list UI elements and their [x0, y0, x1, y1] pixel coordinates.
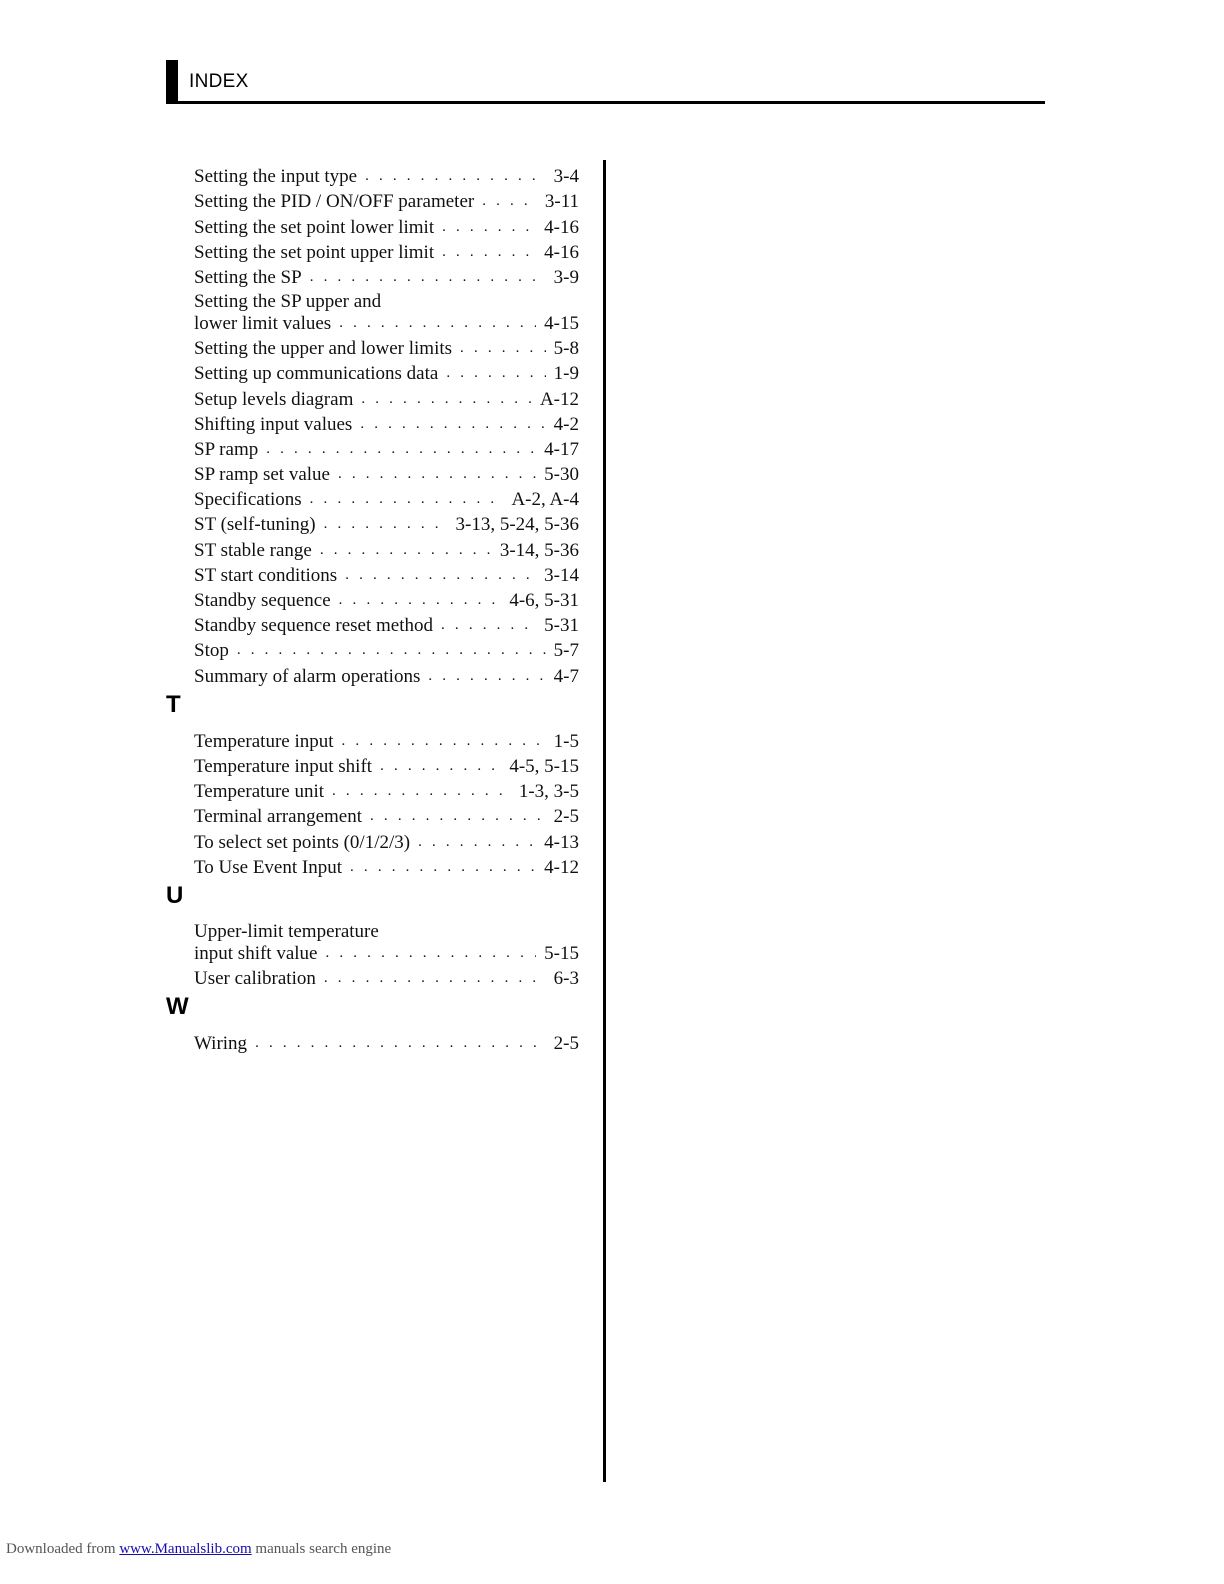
- download-footer: [6, 1541, 391, 1558]
- entry-page-ref: 3-11: [544, 191, 579, 213]
- entry-row: [194, 388, 579, 412]
- dot-leader: [324, 514, 448, 537]
- entry-row: [194, 488, 579, 512]
- entry-page-ref: 4-16: [544, 241, 579, 263]
- index-entry: [194, 1031, 579, 1056]
- entry-term: input shift value: [194, 942, 318, 964]
- index-entry: [194, 638, 579, 663]
- entry-row: [194, 463, 579, 487]
- entry-page-ref: A-12: [539, 388, 579, 410]
- index-entry: [194, 855, 579, 880]
- dot-leader: [418, 832, 536, 855]
- index-entry: [194, 437, 579, 462]
- index-entry: [194, 663, 579, 688]
- entry-page-ref: 3-14, 5-36: [499, 539, 579, 561]
- dot-leader: [460, 338, 546, 361]
- entry-row: [194, 312, 579, 336]
- entry-term: Terminal arrangement: [194, 806, 363, 828]
- dot-leader: [350, 857, 536, 880]
- dot-leader: [320, 540, 492, 563]
- column-divider: [603, 160, 606, 1482]
- manualslib-link[interactable]: www.Manualslib.com: [119, 1541, 252, 1557]
- dot-leader: [345, 565, 536, 588]
- entry-page-ref: 4-2: [553, 413, 579, 435]
- entry-page-ref: 4-16: [544, 216, 579, 238]
- entry-term: ST start conditions: [194, 564, 338, 586]
- entry-row: [194, 266, 579, 290]
- index-entry: [194, 729, 579, 754]
- entry-term: Wiring: [194, 1033, 248, 1055]
- entry-page-ref: 4-15: [544, 312, 579, 334]
- entry-row: [194, 564, 579, 588]
- entry-page-ref: 4-13: [544, 831, 579, 853]
- entry-term: Setting the PID / ON/OFF parameter: [194, 191, 475, 213]
- dot-leader: [441, 615, 536, 638]
- dot-leader: [310, 267, 546, 290]
- index-entry: [194, 829, 579, 854]
- entry-term: Setting the input type: [194, 166, 358, 188]
- entry-row: [194, 856, 579, 880]
- entry-term: Summary of alarm operations: [194, 665, 421, 687]
- dot-leader: [332, 781, 511, 804]
- entry-term: To select set points (0/1/2/3): [194, 831, 411, 853]
- entry-term: Specifications: [194, 489, 302, 511]
- index-entry: [194, 588, 579, 613]
- entry-term: Standby sequence: [194, 590, 331, 611]
- entry-term: Setting the upper and lower limits: [194, 338, 453, 360]
- entry-page-ref: 3-4: [553, 166, 579, 188]
- dot-leader: [342, 731, 546, 754]
- entry-term: Shifting input values: [194, 413, 353, 435]
- entry-term-first-line: Upper-limit temperature: [194, 920, 379, 942]
- index-entry: [194, 487, 579, 512]
- entry-page-ref: 4-5, 5-15: [509, 755, 579, 777]
- entry-row: [194, 967, 579, 991]
- entry-row: [194, 614, 579, 638]
- entry-row: [194, 190, 579, 214]
- dot-leader: [428, 666, 545, 689]
- entry-term: User calibration: [194, 967, 316, 989]
- entry-page-ref: 4-17: [544, 438, 579, 460]
- dot-leader: [339, 590, 502, 613]
- entry-page-ref: 3-13, 5-24, 5-36: [455, 514, 579, 536]
- entry-term: ST stable range: [194, 539, 312, 561]
- index-entry: [194, 164, 579, 189]
- entry-page-ref: 4-7: [553, 665, 579, 687]
- entry-term: Standby sequence reset method: [194, 615, 434, 637]
- entry-term: To Use Event Input: [194, 856, 343, 878]
- entry-row: [194, 165, 579, 189]
- index-entry: [194, 189, 579, 214]
- entry-page-ref: 1-9: [553, 363, 579, 385]
- entry-page-ref: 4-12: [544, 856, 579, 878]
- footer-suffix: manuals search engine: [251, 1541, 392, 1557]
- entry-row: [194, 730, 579, 754]
- dot-leader: [442, 242, 536, 265]
- dot-leader: [365, 166, 546, 189]
- index-entry: [194, 290, 579, 336]
- index-entry: [194, 265, 579, 290]
- index-entry: [194, 563, 579, 588]
- entry-row: [194, 216, 579, 240]
- entry-page-ref: 3-9: [553, 266, 579, 288]
- entry-row: [194, 665, 579, 689]
- entry-page-ref: 5-7: [553, 640, 579, 662]
- entry-row: [194, 831, 579, 855]
- dot-leader: [482, 191, 537, 214]
- page-title: INDEX: [189, 71, 249, 92]
- dot-leader: [266, 439, 536, 462]
- dot-leader: [310, 489, 504, 512]
- section-letter-t: T: [166, 690, 181, 718]
- index-entry: [194, 336, 579, 361]
- entry-page-ref: 5-15: [544, 942, 579, 964]
- entry-term: Stop: [194, 640, 229, 662]
- entry-term: lower limit values: [194, 312, 332, 334]
- index-list: [166, 164, 580, 1056]
- index-entry: [194, 966, 579, 991]
- entry-term: Setting up communications data: [194, 363, 439, 385]
- entry-row: [194, 438, 579, 462]
- entry-page-ref: 2-5: [553, 806, 579, 828]
- entry-page-ref: 6-3: [553, 967, 579, 989]
- header-marker-bar: [166, 60, 178, 104]
- entry-row: [194, 589, 579, 613]
- dot-leader: [446, 363, 545, 386]
- entry-page-ref: 5-31: [544, 615, 579, 637]
- entry-term: ST (self-tuning): [194, 514, 316, 536]
- dot-leader: [324, 968, 546, 991]
- dot-leader: [325, 943, 536, 966]
- entry-term: Temperature input: [194, 730, 334, 752]
- entry-term: Setup levels diagram: [194, 388, 354, 410]
- entry-row: [194, 780, 579, 804]
- entry-row: [194, 755, 579, 779]
- entry-term: SP ramp: [194, 438, 259, 460]
- entry-page-ref: A-2, A-4: [511, 489, 579, 511]
- index-entry: [194, 214, 579, 239]
- entry-row: [194, 513, 579, 537]
- entry-page-ref: 4-6, 5-31: [509, 590, 579, 611]
- entry-row: [194, 362, 579, 386]
- entry-row: [194, 639, 579, 663]
- index-entry: [194, 920, 579, 966]
- entry-row: [194, 1032, 579, 1056]
- entry-term: Setting the set point lower limit: [194, 216, 435, 238]
- index-entry: [194, 779, 579, 804]
- index-entry: [194, 512, 579, 537]
- entry-page-ref: 1-3, 3-5: [518, 781, 579, 803]
- entry-page-ref: 2-5: [553, 1033, 579, 1055]
- entry-term-first-line: Setting the SP upper and: [194, 290, 382, 312]
- dot-leader: [370, 806, 546, 829]
- index-entry: [194, 240, 579, 265]
- entry-row: [194, 337, 579, 361]
- section-letter-w: W: [166, 992, 189, 1020]
- index-entry: [194, 804, 579, 829]
- index-entry: [194, 412, 579, 437]
- entry-row: [194, 805, 579, 829]
- entry-row: [194, 413, 579, 437]
- dot-leader: [255, 1033, 546, 1056]
- entry-page-ref: 1-5: [553, 730, 579, 752]
- index-entry: [194, 613, 579, 638]
- section-letter-u: U: [166, 881, 184, 909]
- entry-row: [194, 539, 579, 563]
- dot-leader: [339, 313, 536, 336]
- entry-term: Temperature input shift: [194, 755, 373, 777]
- entry-term: Setting the set point upper limit: [194, 241, 435, 263]
- entry-page-ref: 5-30: [544, 464, 579, 486]
- footer-prefix: Downloaded from: [6, 1541, 120, 1557]
- entry-term: Setting the SP: [194, 266, 302, 288]
- entry-row: [194, 241, 579, 265]
- entry-row: [194, 942, 579, 966]
- index-entry: [194, 386, 579, 411]
- header-rule: [166, 101, 1045, 104]
- entry-term: Temperature unit: [194, 781, 325, 803]
- entry-page-ref: 5-8: [553, 338, 579, 360]
- entry-term: SP ramp set value: [194, 464, 330, 486]
- dot-leader: [380, 756, 501, 779]
- dot-leader: [442, 217, 536, 240]
- entry-page-ref: 3-14: [544, 564, 579, 586]
- index-entry: [194, 537, 579, 562]
- dot-leader: [361, 389, 532, 412]
- index-entry: [194, 462, 579, 487]
- index-entry: [194, 754, 579, 779]
- dot-leader: [237, 640, 546, 663]
- dot-leader: [338, 464, 536, 487]
- dot-leader: [360, 414, 545, 437]
- index-entry: [194, 361, 579, 386]
